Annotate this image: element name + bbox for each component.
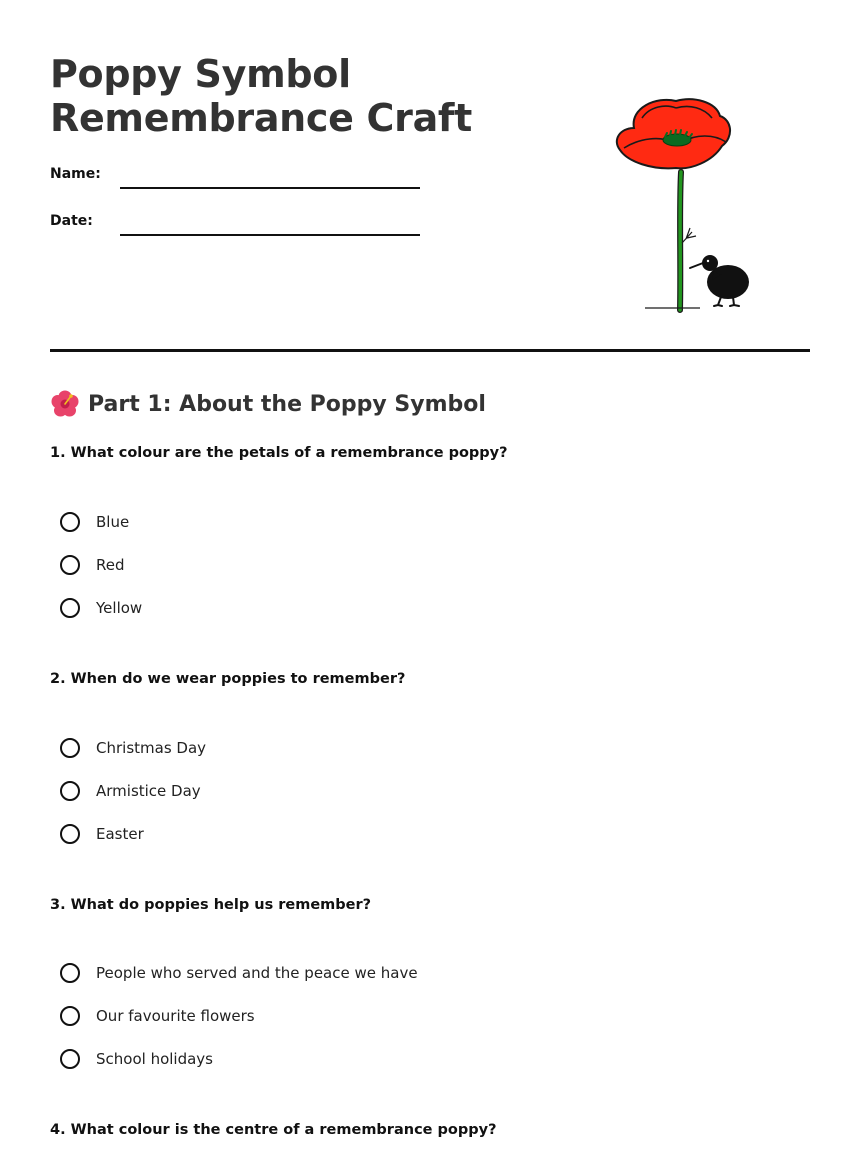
- q2-option-armistice-day[interactable]: [60, 779, 201, 803]
- radio-button[interactable]: [60, 738, 80, 758]
- question-4: 4. What colour is the centre of a remembrance poppy?: [50, 1122, 497, 1138]
- header-divider: [50, 349, 810, 352]
- date-field[interactable]: [120, 234, 420, 236]
- kiwi-bird-icon: [690, 255, 749, 306]
- option-label: School holidays: [96, 1050, 213, 1068]
- option-label: Easter: [96, 825, 144, 843]
- option-label: Blue: [96, 513, 130, 531]
- option-label: Red: [96, 556, 125, 574]
- name-label: Name:: [50, 166, 101, 182]
- title-line-2: Remembrance Craft: [50, 96, 473, 140]
- radio-button[interactable]: [60, 512, 80, 532]
- q2-option-christmas-day[interactable]: [60, 736, 206, 760]
- option-label: Christmas Day: [96, 739, 207, 757]
- poppy-kiwi-illustration: [600, 92, 760, 317]
- option-label: Yellow: [96, 599, 143, 617]
- name-field[interactable]: [120, 187, 420, 189]
- section-heading-text: Part 1: About the Poppy Symbol: [88, 391, 486, 417]
- q1-option-blue[interactable]: [60, 510, 129, 534]
- section-heading: [50, 389, 486, 419]
- radio-button[interactable]: [60, 824, 80, 844]
- option-label: Our favourite flowers: [96, 1007, 255, 1025]
- radio-button[interactable]: [60, 555, 80, 575]
- radio-button[interactable]: [60, 1049, 80, 1069]
- date-label: Date:: [50, 213, 93, 229]
- worksheet-title: [50, 52, 472, 140]
- q2-option-easter[interactable]: [60, 822, 144, 846]
- option-label: People who served and the peace we have: [96, 964, 418, 982]
- hibiscus-icon: [50, 389, 80, 419]
- q1-option-yellow[interactable]: [60, 596, 142, 620]
- radio-button[interactable]: [60, 781, 80, 801]
- question-3: 3. What do poppies help us remember?: [50, 897, 372, 913]
- radio-button[interactable]: [60, 598, 80, 618]
- question-2: 2. When do we wear poppies to remember?: [50, 671, 406, 687]
- question-1: 1. What colour are the petals of a remembrance poppy?: [50, 445, 508, 461]
- radio-button[interactable]: [60, 963, 80, 983]
- q3-option-people-who-served[interactable]: [60, 961, 418, 985]
- q3-option-favourite-flowers[interactable]: [60, 1004, 255, 1028]
- q3-option-school-holidays[interactable]: [60, 1047, 213, 1071]
- radio-button[interactable]: [60, 1006, 80, 1026]
- q1-option-red[interactable]: [60, 553, 125, 577]
- option-label: Armistice Day: [96, 782, 201, 800]
- title-line-1: Poppy Symbol: [50, 52, 351, 96]
